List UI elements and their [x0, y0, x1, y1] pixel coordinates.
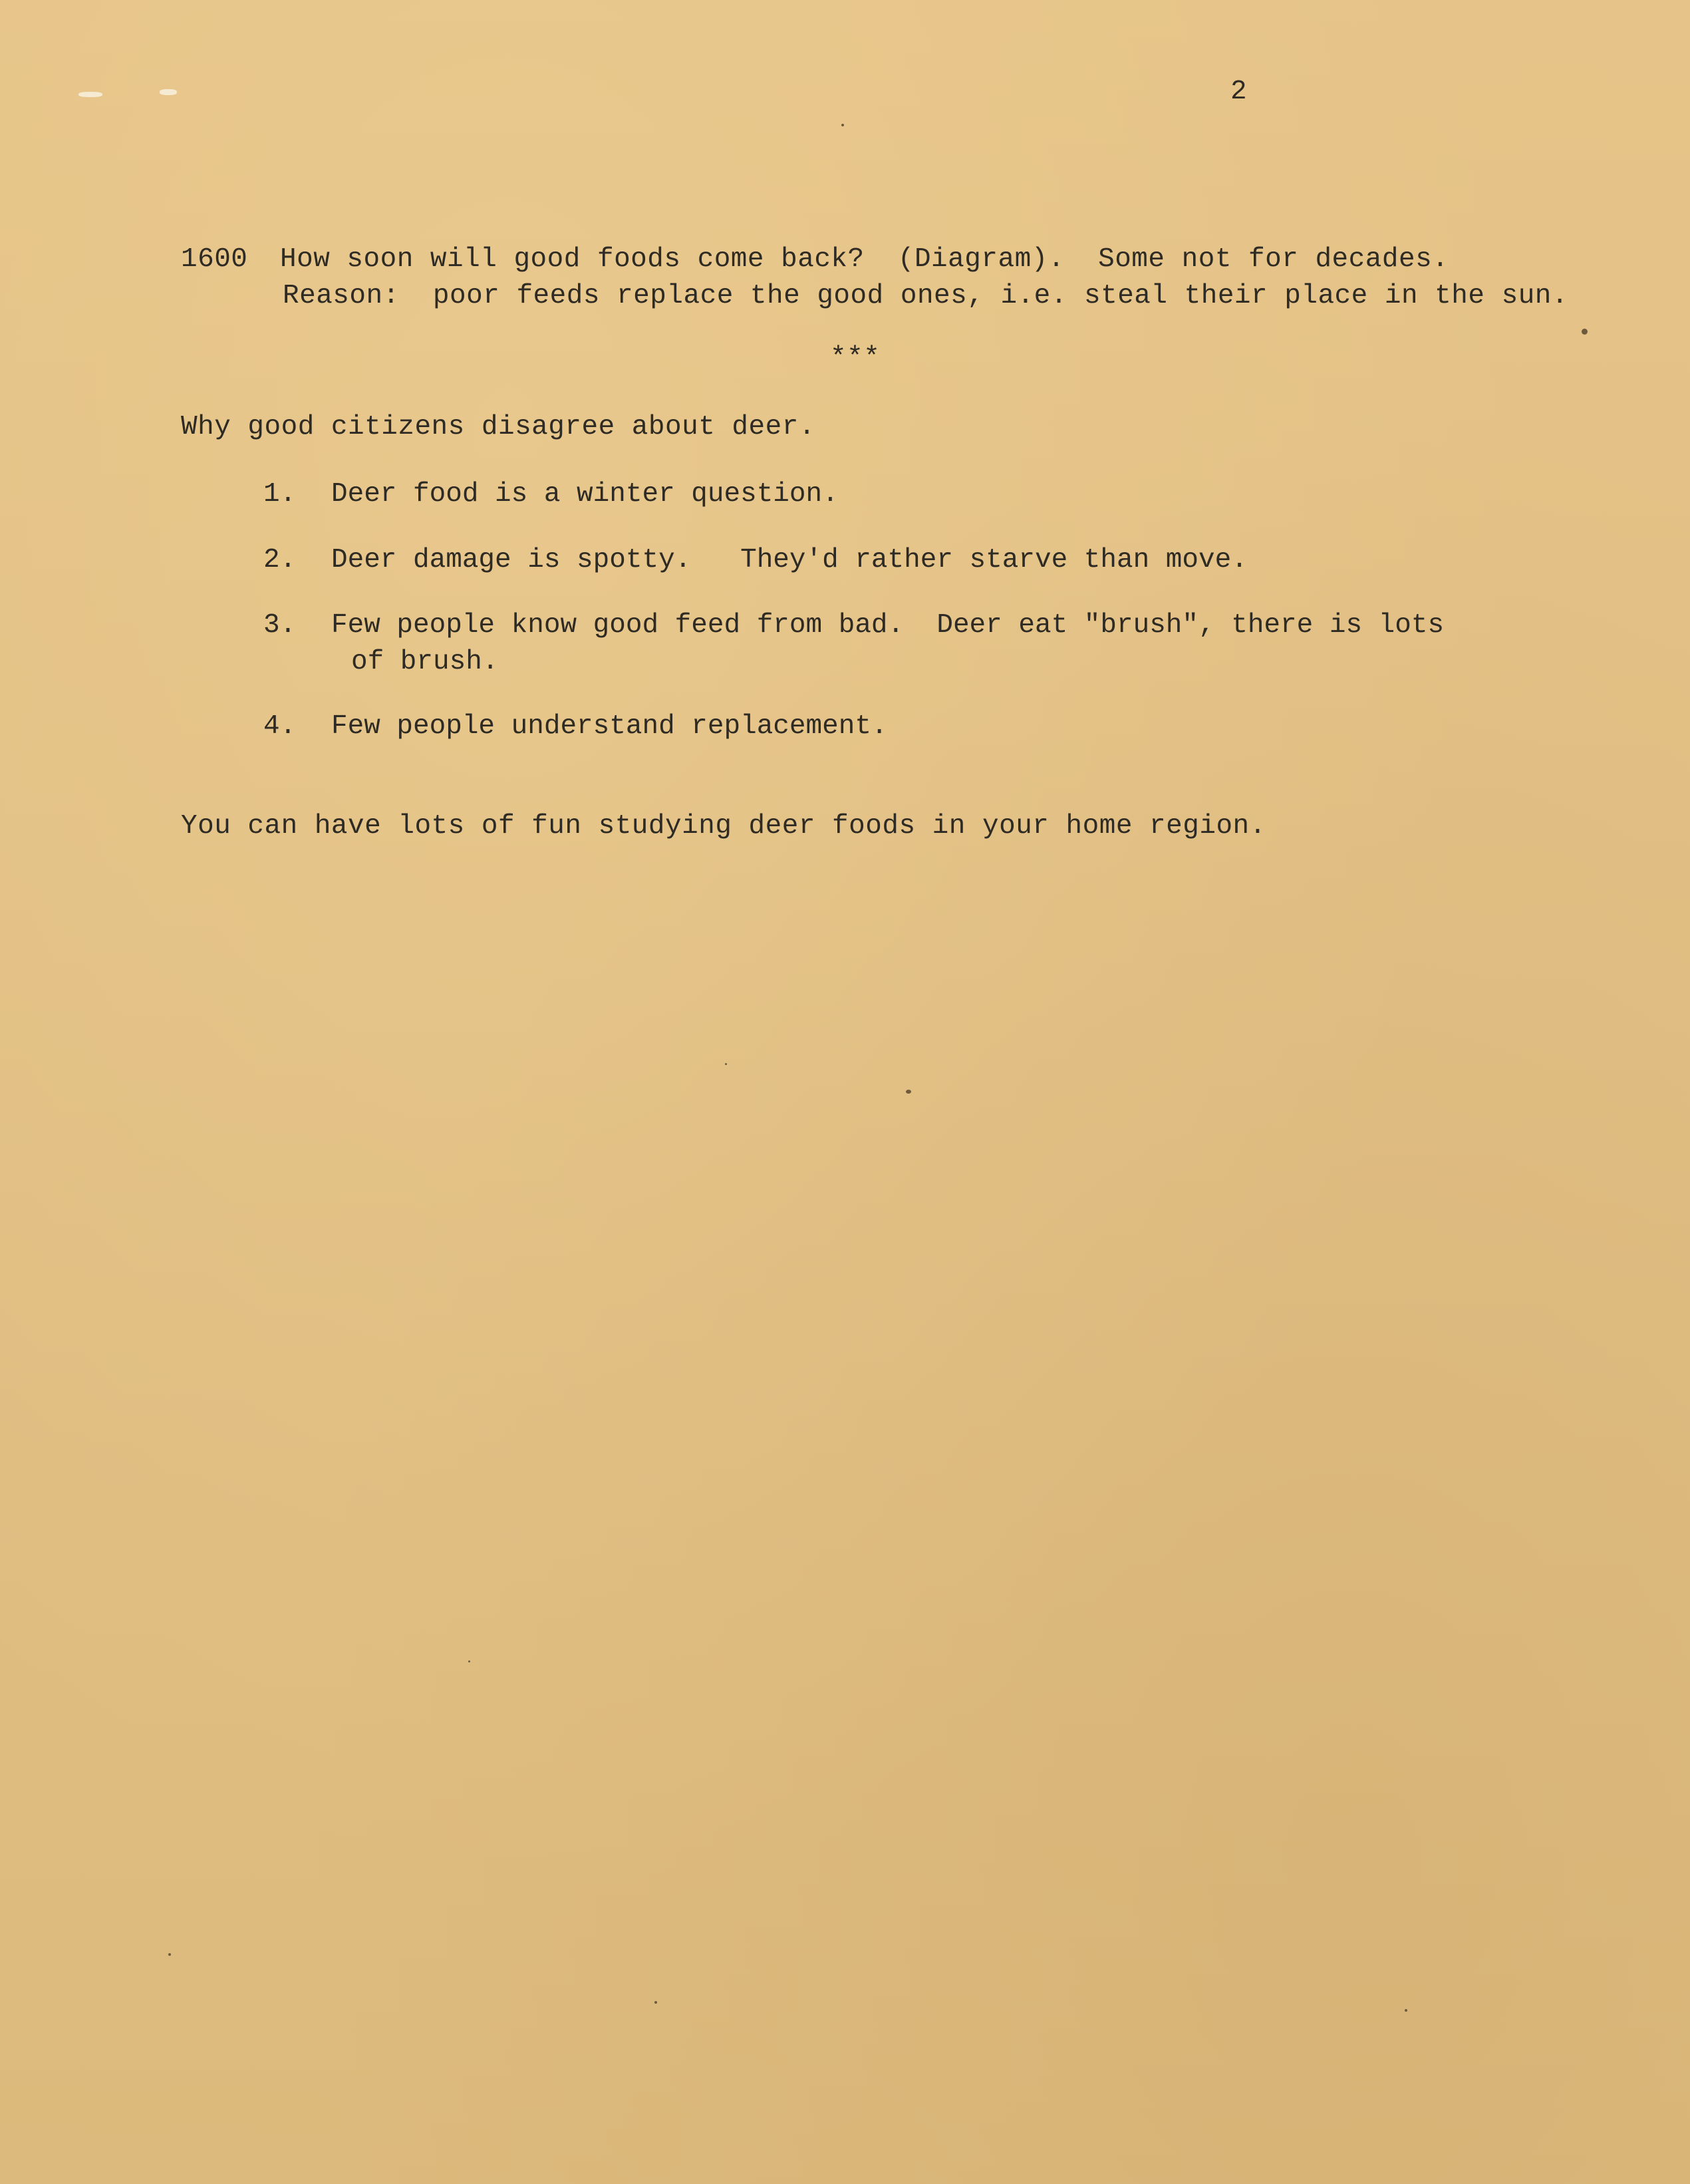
- list-item-number: 4.: [263, 711, 297, 742]
- section-separator: ***: [830, 343, 881, 373]
- entry-question: How soon will good foods come back? (Diagram). Some not for decades.: [280, 244, 1449, 275]
- paper-speck: [1405, 2009, 1407, 2012]
- paper-speck: [906, 1090, 911, 1094]
- paper-blemish: [78, 92, 102, 97]
- closing-remark: You can have lots of fun studying deer foods in your home region.: [181, 811, 1266, 842]
- paper-speck: [654, 2001, 657, 2004]
- list-item-text-continued: of brush.: [351, 647, 499, 677]
- list-item-number: 3.: [263, 610, 297, 641]
- entry-time: 1600: [181, 244, 248, 275]
- list-item-number: 2.: [263, 545, 297, 575]
- section-heading: Why good citizens disagree about deer.: [181, 412, 815, 442]
- list-item-text: Deer food is a winter question.: [331, 479, 839, 510]
- list-item-text: Few people understand replacement.: [331, 711, 888, 742]
- page-number: 2: [1230, 77, 1248, 107]
- list-item-number: 1.: [263, 479, 297, 510]
- paper-speck: [468, 1660, 470, 1662]
- paper-speck: [1582, 329, 1588, 335]
- list-item-text: Few people know good feed from bad. Deer eat "brush", there is lots: [331, 610, 1445, 641]
- list-item-text: Deer damage is spotty. They'd rather starve than move.: [331, 545, 1248, 575]
- paper-speck: [168, 1953, 171, 1956]
- paper-speck: [725, 1063, 727, 1065]
- paper-speck: [841, 124, 844, 126]
- entry-reason: Reason: poor feeds replace the good ones, i.e. steal their place in the sun.: [283, 281, 1569, 311]
- paper-blemish: [160, 89, 177, 95]
